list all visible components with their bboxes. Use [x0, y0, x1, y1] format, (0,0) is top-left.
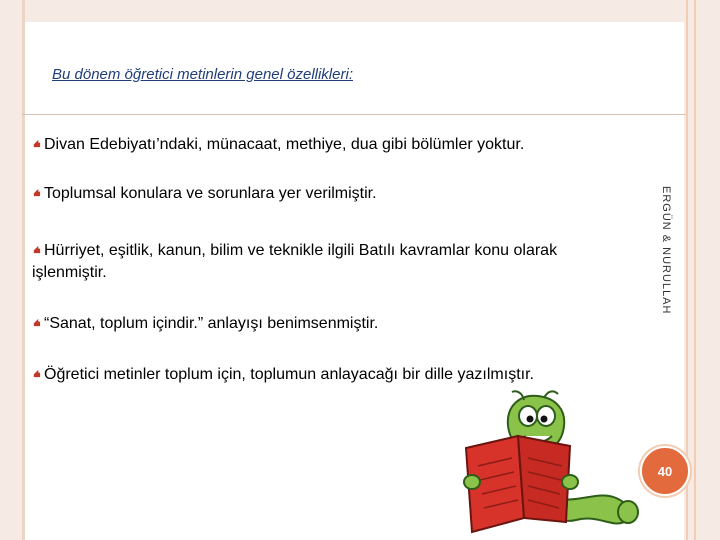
slide-title: Bu dönem öğretici metinlerin genel özellikleri:: [52, 66, 353, 83]
bullet-text: Hürriyet, eşitlik, kanun, bilim ve teknikle ilgili Batılı kavramlar konu olarak işlenmiştir.: [32, 242, 558, 281]
bullet-item: [32, 364, 632, 386]
bullet-item: [32, 240, 632, 284]
bullet-arrow-icon: [32, 139, 41, 148]
bullet-item: [32, 183, 632, 205]
right-frame-band: [684, 0, 720, 540]
title-divider: [22, 114, 686, 115]
left-frame-band: [0, 0, 22, 540]
bullet-item: [32, 313, 632, 335]
bullet-arrow-icon: [32, 245, 41, 254]
bullet-item: [32, 134, 632, 156]
bullet-text: Toplumsal konulara ve sorunlara yer verilmiştir.: [44, 185, 377, 202]
right-frame-line: [694, 0, 696, 540]
bullet-text: Divan Edebiyatı’ndaki, münacaat, methiye, dua gibi bölümler yoktur.: [44, 136, 525, 153]
top-frame-band: [25, 0, 720, 22]
bullet-arrow-icon: [32, 188, 41, 197]
bookworm-reading-illustration: [458, 386, 648, 540]
bullet-arrow-icon: [32, 318, 41, 327]
page-number-badge: 40: [640, 446, 690, 496]
author-side-text: ERGÜN & NURULLAH: [660, 186, 672, 315]
left-frame-edge: [22, 0, 25, 540]
bullet-text: “Sanat, toplum içindir.” anlayışı benimsenmiştir.: [44, 315, 379, 332]
bullet-text: Öğretici metinler toplum için, toplumun anlayacağı bir dille yazılmıştır.: [44, 366, 534, 383]
bullet-arrow-icon: [32, 369, 41, 378]
